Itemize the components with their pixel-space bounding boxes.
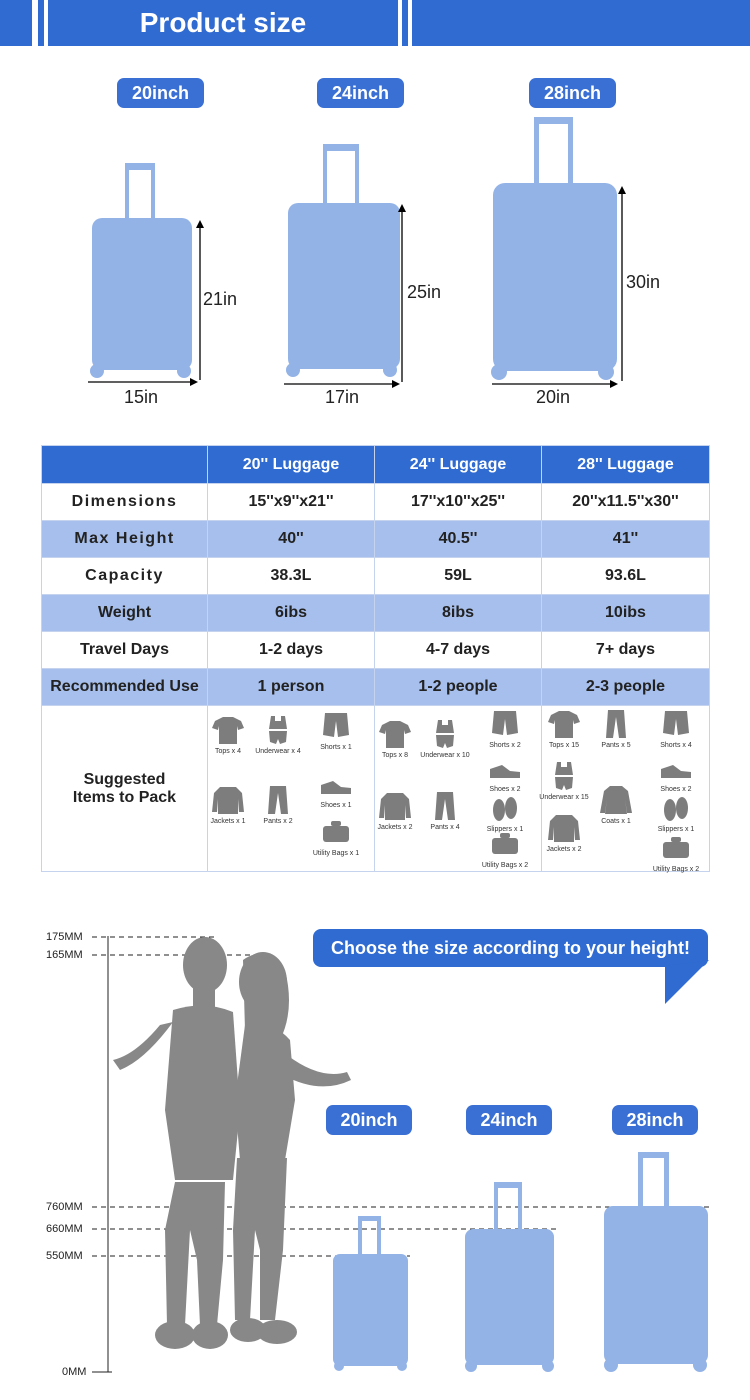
dim-height-28: 30in	[626, 272, 661, 292]
table-cell: 7+ days	[542, 632, 710, 669]
items-label: Suggested Items to Pack	[72, 770, 177, 806]
chart-pill-24: 24inch	[466, 1105, 552, 1135]
pack-item-label: Jackets x 2	[377, 823, 413, 831]
table-cell: 20''x11.5''x30''	[542, 484, 710, 521]
pack-item-label: Underwear x 4	[255, 747, 301, 755]
row-label: Recommended Use	[42, 669, 208, 706]
pack-item-label: Shoes x 2	[660, 785, 692, 793]
dim-width-24: 17in	[325, 387, 360, 407]
table-cell: 10ibs	[542, 595, 710, 632]
table-cell: 2-3 people	[542, 669, 710, 706]
pack-item-label: Underwear x 10	[420, 751, 470, 759]
pack-item-label: Utility Bags x 2	[481, 861, 529, 869]
size-pill-20: 20inch	[117, 78, 204, 108]
dim-height-20: 21in	[203, 289, 238, 309]
mark-550: 550MM	[46, 1250, 83, 1262]
mark-0: 0MM	[62, 1366, 87, 1378]
pack-item-label: Shoes x 1	[320, 801, 352, 809]
pack-item-label: Pants x 2	[263, 817, 293, 825]
table-header-cell: 20'' Luggage	[208, 446, 375, 484]
pack-item-label: Tops x 8	[381, 751, 409, 759]
pack-item-label: Shorts x 4	[660, 741, 692, 749]
table-cell: 40''	[208, 521, 375, 558]
pack-item-label: Underwear x 15	[539, 793, 589, 801]
table-cell: 59L	[375, 558, 542, 595]
table-cell: 38.3L	[208, 558, 375, 595]
pack-item-label: Slippers x 1	[486, 825, 524, 833]
page-title: Product size	[48, 0, 398, 46]
mark-175: 175MM	[46, 931, 83, 943]
table-header-cell: 28'' Luggage	[542, 446, 710, 484]
pack-item-label: Slippers x 1	[657, 825, 695, 833]
row-label: Weight	[42, 595, 208, 632]
mark-660: 660MM	[46, 1223, 83, 1235]
row-label: Dimensions	[42, 484, 208, 521]
table-cell: 8ibs	[375, 595, 542, 632]
people-silhouette-icon	[105, 930, 365, 1370]
pack-item-label: Pants x 4	[430, 823, 460, 831]
dim-width-20: 15in	[124, 387, 159, 407]
table-cell: 4-7 days	[375, 632, 542, 669]
table-cell: 93.6L	[542, 558, 710, 595]
pack-item-label: Coats x 1	[601, 817, 631, 825]
table-cell: 6ibs	[208, 595, 375, 632]
chart-pill-28: 28inch	[612, 1105, 698, 1135]
row-label: Travel Days	[42, 632, 208, 669]
row-label: Max Height	[42, 521, 208, 558]
pack-item-label: Shoes x 2	[489, 785, 521, 793]
table-cell: 15''x9''x21''	[208, 484, 375, 521]
table-cell: 1-2 people	[375, 669, 542, 706]
pack-item-label: Tops x 4	[214, 747, 242, 755]
pack-item-label: Pants x 5	[601, 741, 631, 749]
pack-item-label: Utility Bags x 1	[312, 849, 360, 857]
bubble-tail	[665, 960, 709, 1004]
chart-suitcase-24-icon	[462, 1180, 557, 1374]
table-cell: 1 person	[208, 669, 375, 706]
table-cell: 41''	[542, 521, 710, 558]
chart-suitcase-20-icon	[330, 1214, 412, 1374]
pack-item-label: Shorts x 2	[489, 741, 521, 749]
dim-height-24: 25in	[407, 282, 442, 302]
pack-item-label: Utility Bags x 2	[652, 865, 700, 873]
height-tip-bubble: Choose the size according to your height!	[313, 929, 708, 967]
row-label: Capacity	[42, 558, 208, 595]
size-pill-24: 24inch	[317, 78, 404, 108]
pack-item-label: Jackets x 1	[210, 817, 246, 825]
mark-760: 760MM	[46, 1201, 83, 1213]
pack-item-label: Jackets x 2	[546, 845, 582, 853]
pack-item-label: Tops x 15	[549, 741, 579, 749]
dim-width-28: 20in	[536, 387, 571, 407]
table-cell: 40.5''	[375, 521, 542, 558]
chart-pill-20: 20inch	[326, 1105, 412, 1135]
size-pill-28: 28inch	[529, 78, 616, 108]
table-header-cell: 24'' Luggage	[375, 446, 542, 484]
table-cell: 1-2 days	[208, 632, 375, 669]
table-cell: 17''x10''x25''	[375, 484, 542, 521]
chart-suitcase-28-icon	[600, 1150, 712, 1374]
mark-165: 165MM	[46, 949, 83, 961]
pack-item-label: Shorts x 1	[320, 743, 352, 751]
